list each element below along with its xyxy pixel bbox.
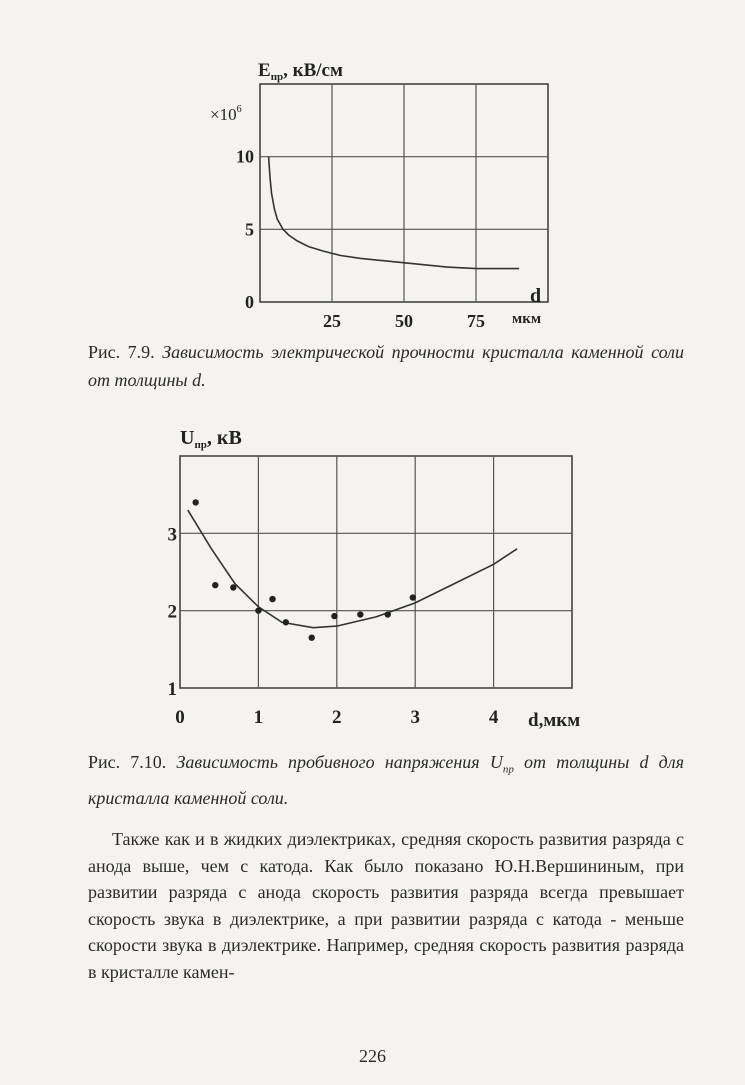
fit-curve — [188, 510, 517, 628]
x-axis-label: d,мкм — [528, 710, 581, 731]
figure-caption-7-10 — [88, 748, 684, 812]
data-point — [283, 619, 289, 625]
x-tick-label: 25 — [323, 311, 341, 331]
y-tick-label: 3 — [167, 524, 177, 546]
data-point — [357, 611, 363, 617]
x-tick-label: 4 — [488, 707, 499, 728]
data-point — [385, 611, 391, 617]
caption-label: Рис. 7.9. — [88, 342, 155, 362]
y-tick-label: 5 — [245, 219, 254, 240]
x-axis-label: d — [530, 285, 542, 307]
data-point — [192, 499, 198, 505]
y-tick-label: 1 — [167, 679, 177, 700]
y-tick-label: 2 — [167, 601, 177, 623]
y-axis-label: $E_{пр}$, кВ/см — [258, 60, 343, 83]
caption-text: Зависимость пробивного напряжения $U_{пр}$ от толщины d для кристалла каменной соли. — [88, 752, 684, 808]
data-point — [230, 584, 236, 590]
x-tick-label: 50 — [395, 311, 413, 331]
x-tick-label: 3 — [410, 707, 420, 728]
series-line — [269, 157, 520, 269]
figure-caption-7-9 — [88, 338, 684, 394]
y-tick-label: 0 — [245, 292, 254, 312]
chart-breakdown-voltage — [150, 420, 630, 740]
plot-frame — [180, 456, 572, 688]
caption-label: Рис. 7.10. — [88, 752, 167, 772]
data-point — [331, 613, 337, 619]
chart-electric-strength — [190, 50, 570, 340]
page-number: 226 — [359, 1046, 386, 1066]
y-tick-label: 10 — [236, 146, 254, 167]
x-tick-label: 75 — [467, 311, 485, 331]
data-point — [269, 596, 275, 602]
data-point — [410, 594, 416, 600]
y-multiplier: $\times 10^6$ — [210, 104, 242, 124]
caption-text: Зависимость электрической прочности кристалла каменной соли от толщины d. — [88, 342, 685, 390]
x-axis-unit: мкм — [512, 311, 542, 327]
y-axis-label: $U_{пр}$, кВ — [180, 427, 242, 451]
data-point — [309, 635, 315, 641]
data-point — [255, 607, 261, 613]
x-tick-label: 2 — [332, 707, 342, 728]
body-paragraph: Также как и в жидких диэлектриках, средняя скорость развития разряда с анода выше, чем с катода. Как было показано Ю.Н.Вершининым, при развитии разряда с анода скорость развития разряда всегда превышает скорость звука в диэлектрике, а при развитии разряда с катода - меньше скорости звука в диэлектрике. Например, средняя скорость развития разряда в кристалле камен- — [88, 829, 684, 982]
data-point — [212, 582, 218, 588]
x-tick-label: 0 — [175, 707, 185, 728]
x-tick-label: 1 — [253, 707, 264, 728]
